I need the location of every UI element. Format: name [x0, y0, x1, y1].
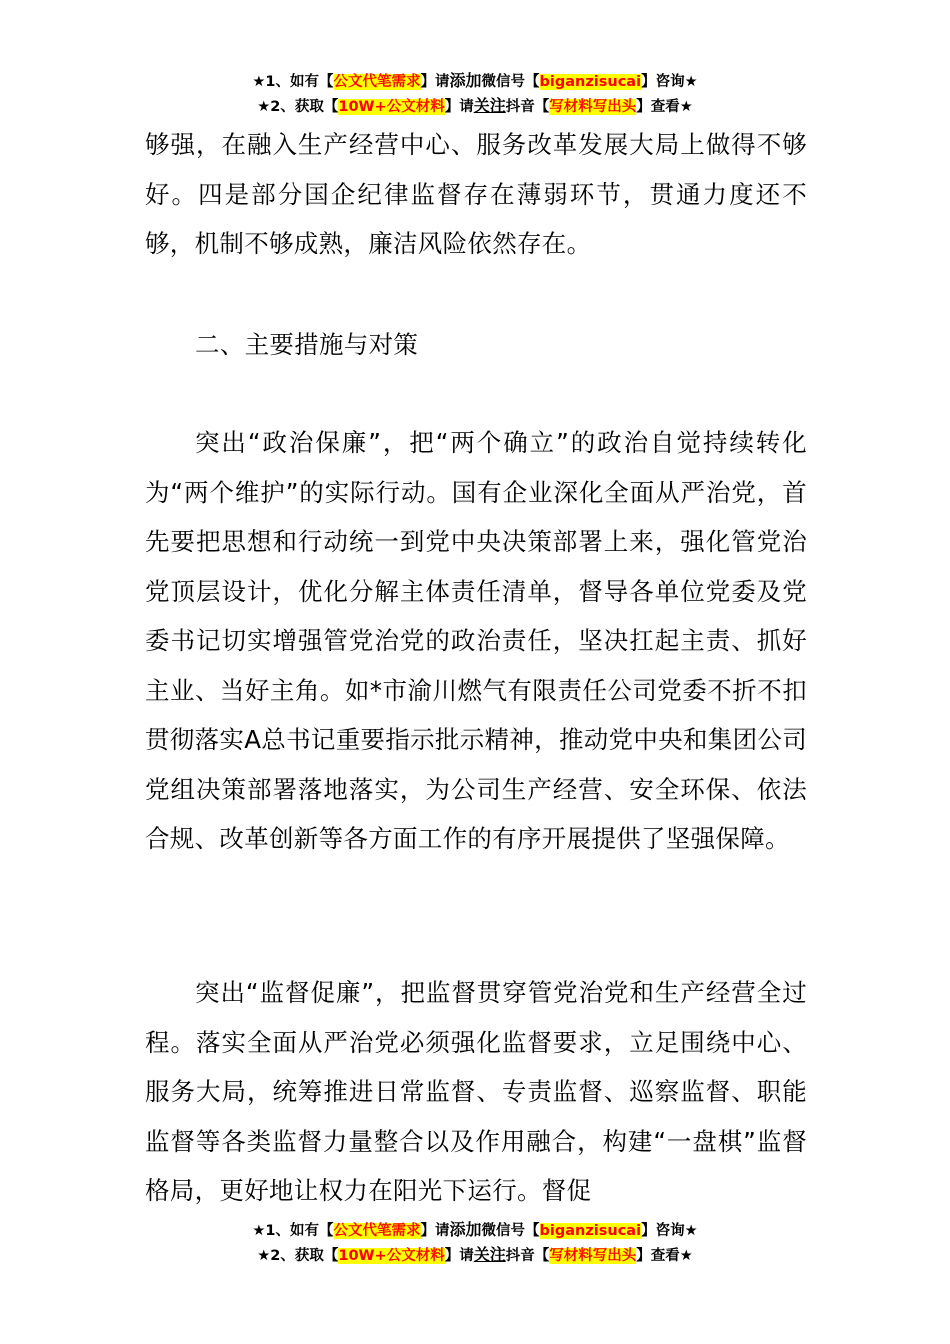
banner-line-2: [0, 94, 950, 119]
banner-highlight: 公文代笔需求: [333, 74, 421, 90]
banner-text: 】请: [420, 74, 450, 90]
footer-banner: [0, 1218, 950, 1268]
paragraph-supervision-integrity: 突出“监督促廉”，把监督贯穿管党治党和生产经营全过程。落实全面从严治党必须强化监督要求，立足围绕中心、服务大局，统筹推进日常监督、专责监督、巡察监督、职能监督等各类监督力量整合以及作用融合，构建“一盘棋”监督格局，更好地让权力在阳光下运行。督促: [145, 978, 807, 1205]
banner-highlight: 10W+公文材料: [338, 1248, 445, 1264]
banner-highlight: 写材料写出头: [549, 1248, 637, 1264]
banner-text: ★1、如有【: [252, 1223, 334, 1239]
banner-emphasis: 关注: [473, 96, 506, 115]
banner-text: 微信号【: [481, 74, 540, 90]
banner-line-1: [0, 69, 950, 94]
banner-text: ★2、获取【: [257, 1248, 339, 1264]
banner-text: 抖音【: [505, 1248, 550, 1264]
banner-text: 】请: [444, 99, 474, 115]
banner-highlight: 公文代笔需求: [333, 1223, 421, 1239]
banner-emphasis: 关注: [473, 1245, 506, 1264]
continued-paragraph: 够强，在融入生产经营中心、服务改革发展大局上做得不够好。四是部分国企纪律监督存在薄弱环节，贯通力度还不够，机制不够成熟，廉洁风险依然存在。: [145, 130, 807, 258]
banner-highlight: 10W+公文材料: [338, 99, 445, 115]
banner-text: ★2、获取【: [257, 99, 339, 115]
banner-highlight: 写材料写出头: [549, 99, 637, 115]
banner-emphasis: 添加: [449, 71, 482, 90]
header-banner: [0, 69, 950, 119]
banner-line-2: [0, 1243, 950, 1268]
banner-text: 】查看★: [636, 99, 693, 115]
section-heading: 二、主要措施与对策: [195, 330, 419, 359]
banner-text: 】咨询★: [641, 74, 698, 90]
banner-text: 】咨询★: [641, 1223, 698, 1239]
banner-highlight: biganzisucai: [539, 74, 642, 90]
banner-text: 】请: [444, 1248, 474, 1264]
banner-text: ★1、如有【: [252, 74, 334, 90]
banner-text: 微信号【: [481, 1223, 540, 1239]
banner-text: 】查看★: [636, 1248, 693, 1264]
banner-line-1: [0, 1218, 950, 1243]
banner-text: 】请: [420, 1223, 450, 1239]
banner-highlight: biganzisucai: [539, 1223, 642, 1239]
banner-emphasis: 添加: [449, 1220, 482, 1239]
banner-text: 抖音【: [505, 99, 550, 115]
paragraph-political-integrity: 突出“政治保廉”，把“两个确立”的政治自觉持续转化为“两个维护”的实际行动。国有企业深化全面从严治党，首先要把思想和行动统一到党中央决策部署上来，强化管党治党顶层设计，优化分解主体责任清单，督导各单位党委及党委书记切实增强管党治党的政治责任，坚决扛起主责、抓好主业、当好主角。如*市渝川燃气有限责任公司党委不折不扣贯彻落实A总书记重要指示批示精神，推动党中央和集团公司党组决策部署落地落实，为公司生产经营、安全环保、依法合规、改革创新等各方面工作的有序开展提供了坚强保障。: [145, 428, 807, 853]
